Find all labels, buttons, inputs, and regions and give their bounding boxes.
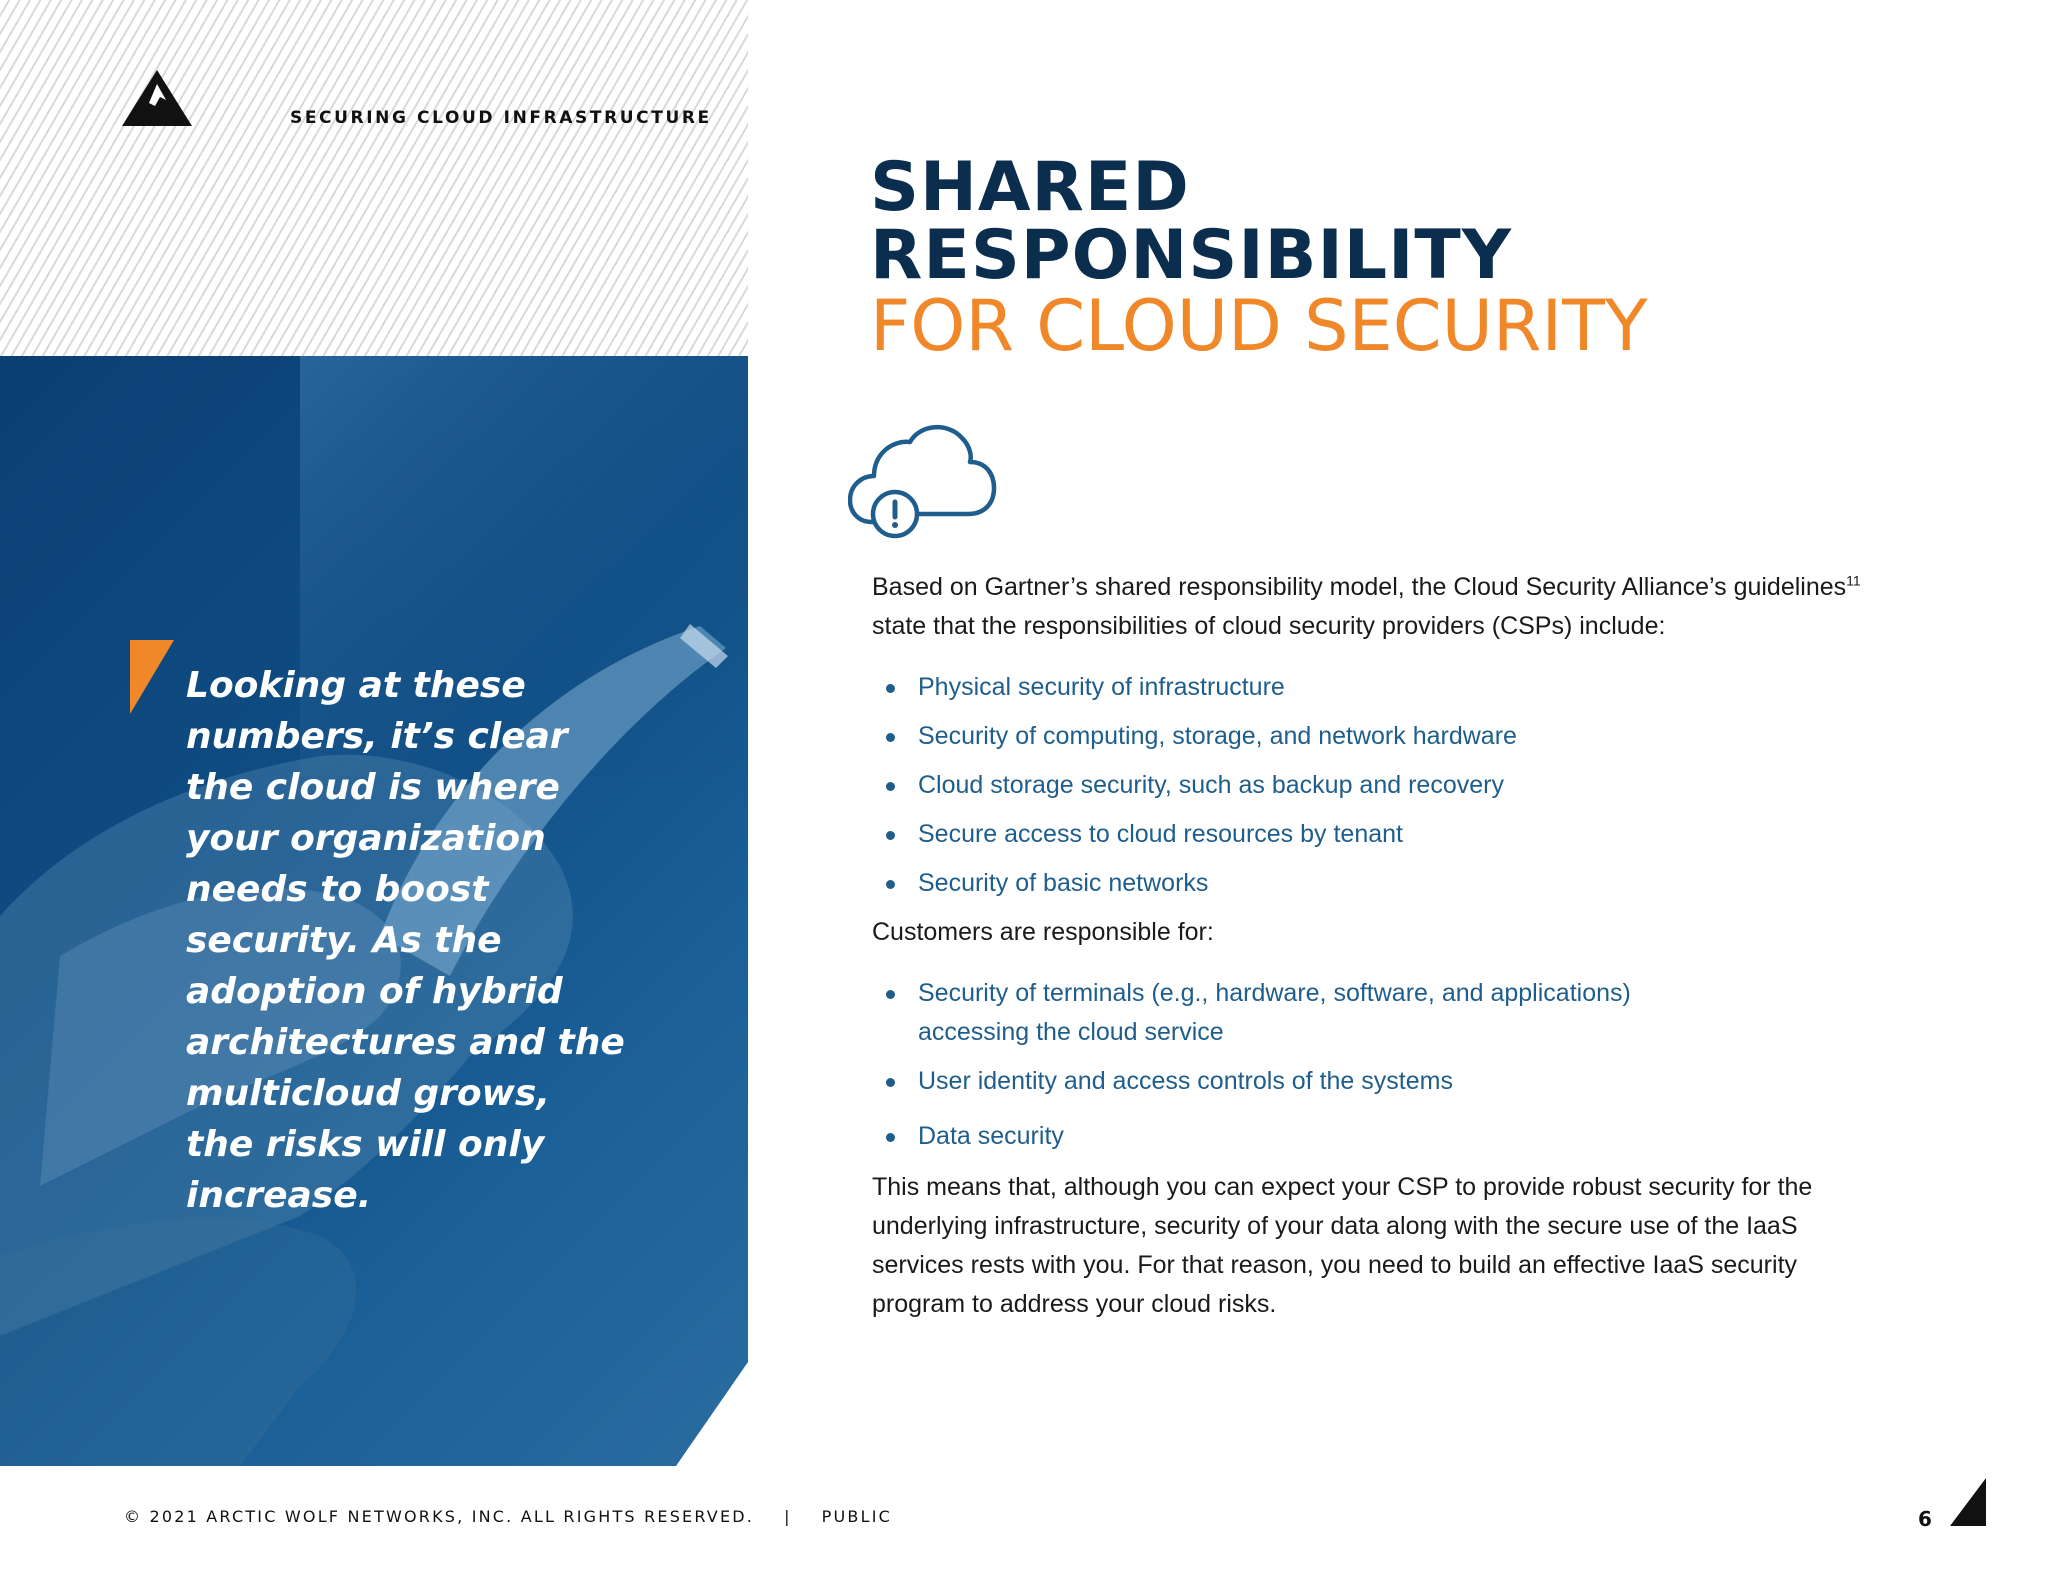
page-subtitle: FOR CLOUD SECURITY (870, 285, 1648, 367)
list-item: Security of basic networks (872, 864, 1872, 903)
customer-responsibilities-list (872, 974, 1872, 1156)
list-item: User identity and access controls of the systems (872, 1062, 1872, 1101)
arctic-wolf-logo-icon (122, 70, 192, 126)
quote-accent-icon (130, 640, 174, 714)
list-item: Data security (872, 1117, 1872, 1156)
list-item: Secure access to cloud resources by tenant (872, 815, 1872, 854)
list-item: Security of terminals (e.g., hardware, software, and applications) accessing the cloud service (872, 974, 1692, 1052)
intro-paragraph: Based on Gartner’s shared responsibility model, the Cloud Security Alliance’s guidelines$^{11}$ state that the responsibilities of cloud security providers (CSPs) include: (872, 572, 1861, 640)
list-item: Cloud storage security, such as backup and recovery (872, 766, 1872, 805)
cloud-alert-icon (848, 418, 998, 544)
footer-separator: | (784, 1507, 792, 1526)
page-number: 6 (1918, 1507, 1932, 1531)
page-title-line-1: SHARED (870, 148, 1190, 227)
section-label: SECURING CLOUD INFRASTRUCTURE (290, 108, 712, 128)
customers-heading: Customers are responsible for: (872, 918, 1214, 946)
list-item: Physical security of infrastructure (872, 668, 1872, 707)
footnote-ref: 11 (1846, 572, 1861, 589)
corner-triangle-icon (1950, 1478, 1986, 1526)
footer (124, 1507, 892, 1526)
conclusion-paragraph: This means that, although you can expect your CSP to provide robust security for the underlying infrastructure, security of your data along with the secure use of the IaaS services rests with you. For that reason, you need to build an effective IaaS security program to address your cloud risks. (872, 1173, 1813, 1318)
copyright-text: © 2021 ARCTIC WOLF NETWORKS, INC. ALL RIGHTS RESERVED. (124, 1507, 755, 1526)
classification-label: PUBLIC (821, 1507, 893, 1526)
list-item: Security of computing, storage, and network hardware (872, 717, 1872, 756)
page-title-line-2: RESPONSIBILITY (870, 216, 1513, 295)
csp-responsibilities-list (872, 668, 1872, 903)
header-stripe-pattern (0, 0, 748, 356)
pull-quote: Looking at these numbers, it’s clear the cloud is where your organization needs to boost security. As the adoption of hybrid architectures and the multicloud grows, the risks will only increase. (186, 665, 625, 1216)
body-content (872, 568, 1872, 1324)
